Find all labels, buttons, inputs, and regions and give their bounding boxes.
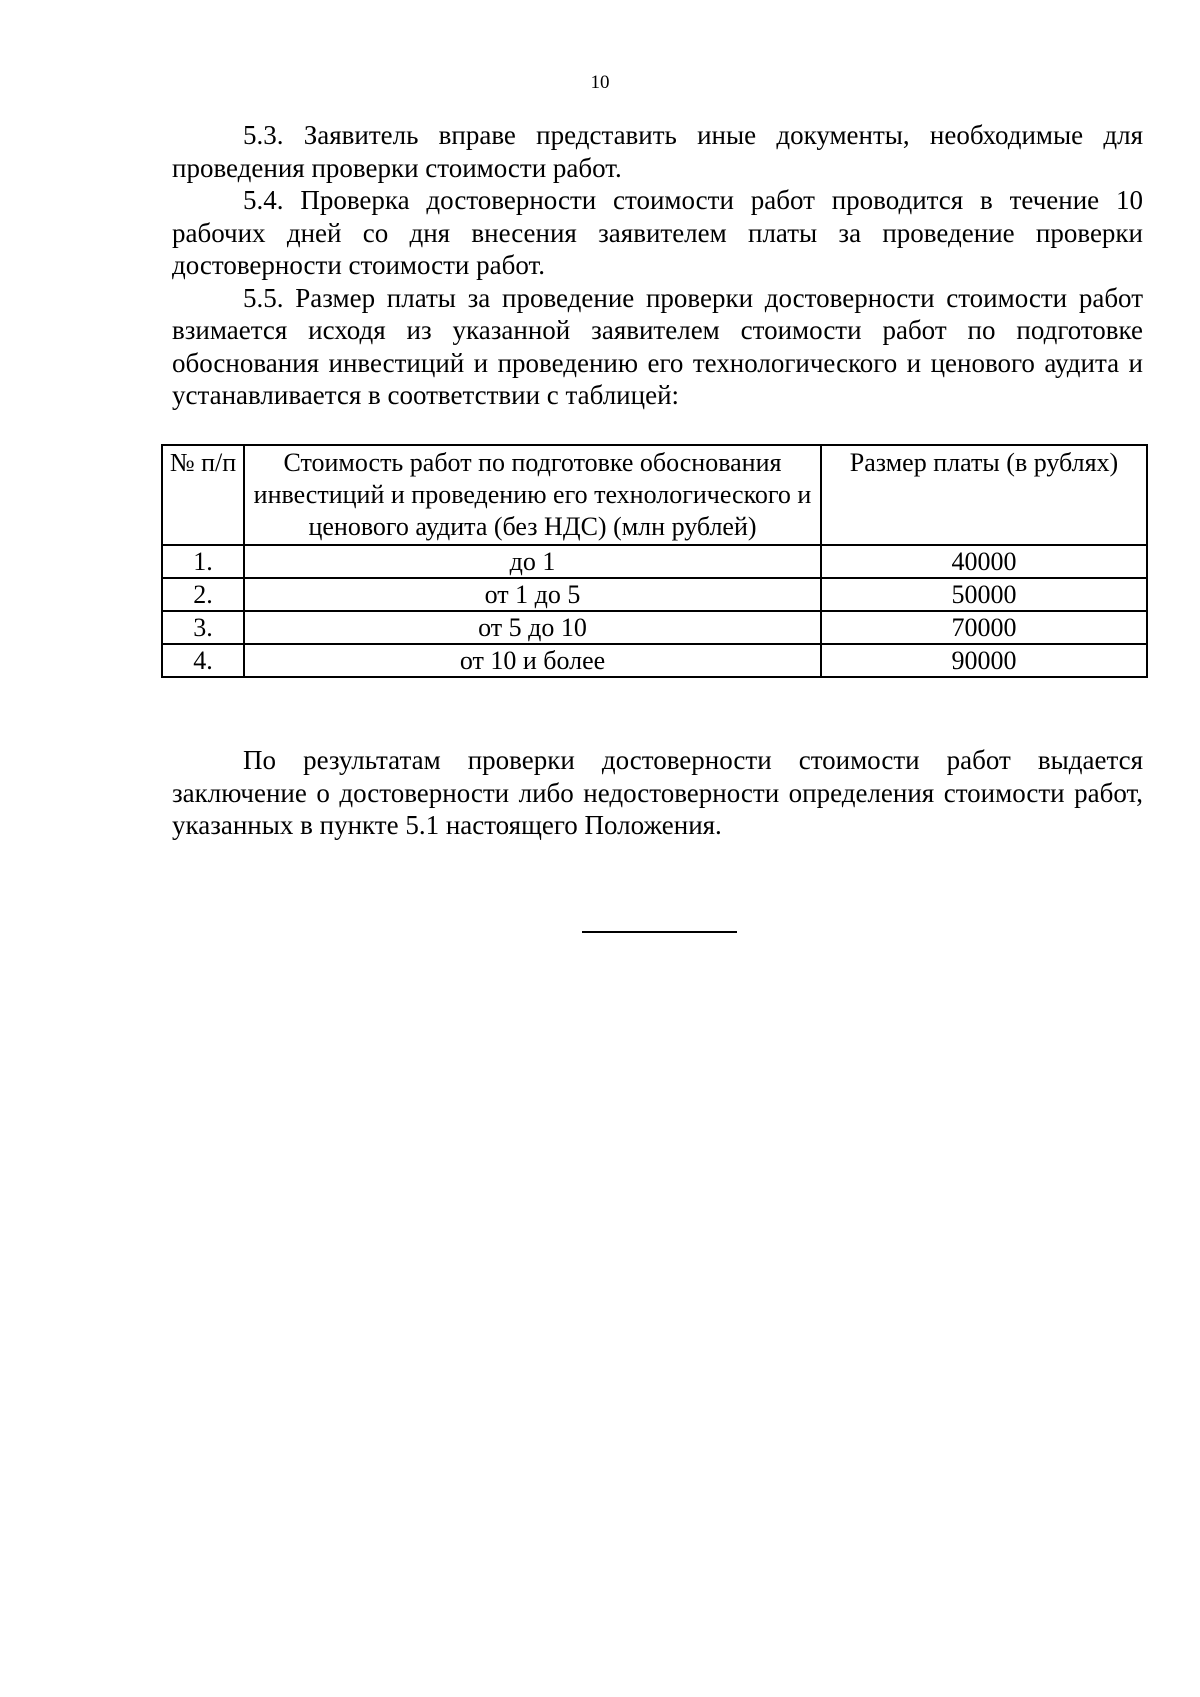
row-number: 1. bbox=[162, 545, 244, 578]
table-header-row bbox=[162, 445, 1147, 545]
row-number: 3. bbox=[162, 611, 244, 644]
row-cost-range: до 1 bbox=[244, 545, 821, 578]
paragraph-conclusion: По результатам проверки достоверности стоимости работ выдается заключение о достоверности либо недостоверности определения стоимости работ, указанных в пункте 5.1 настоящего Положения. bbox=[172, 745, 1143, 840]
header-fee: Размер платы (в рублях) bbox=[821, 445, 1147, 545]
row-cost-range: от 10 и более bbox=[244, 644, 821, 677]
paragraph-5-4: 5.4. Проверка достоверности стоимости работ проводится в течение 10 рабочих дней со дня внесения заявителем платы за проведение проверки достоверности стоимости работ. bbox=[172, 185, 1143, 280]
row-fee: 40000 bbox=[821, 545, 1147, 578]
row-number: 2. bbox=[162, 578, 244, 611]
row-cost-range: от 5 до 10 bbox=[244, 611, 821, 644]
header-work-cost: Стоимость работ по подготовке обоснования инвестиций и проведению его технологического и ценового аудита (без НДС) (млн рублей) bbox=[244, 445, 821, 545]
fee-table bbox=[161, 444, 1148, 678]
table-row bbox=[162, 545, 1147, 578]
row-fee: 90000 bbox=[821, 644, 1147, 677]
body-text-top bbox=[172, 119, 1143, 412]
table-row bbox=[162, 644, 1147, 677]
row-fee: 50000 bbox=[821, 578, 1147, 611]
row-fee: 70000 bbox=[821, 611, 1147, 644]
row-cost-range: от 1 до 5 bbox=[244, 578, 821, 611]
page-number: 10 bbox=[590, 72, 610, 93]
table-row bbox=[162, 578, 1147, 611]
body-text-bottom bbox=[172, 744, 1143, 842]
paragraph-5-3: 5.3. Заявитель вправе представить иные документы, необходимые для проведения проверки стоимости работ. bbox=[172, 120, 1143, 183]
paragraph-5-5: 5.5. Размер платы за проведение проверки достоверности стоимости работ взимается исходя из указанной заявителем стоимости работ по подготовке обоснования инвестиций и проведению его технологического и ценового аудита и устанавливается в соответствии с таблицей: bbox=[172, 282, 1143, 410]
end-of-document-line bbox=[582, 931, 737, 933]
row-number: 4. bbox=[162, 644, 244, 677]
table-row bbox=[162, 611, 1147, 644]
header-number: № п/п bbox=[162, 445, 244, 545]
